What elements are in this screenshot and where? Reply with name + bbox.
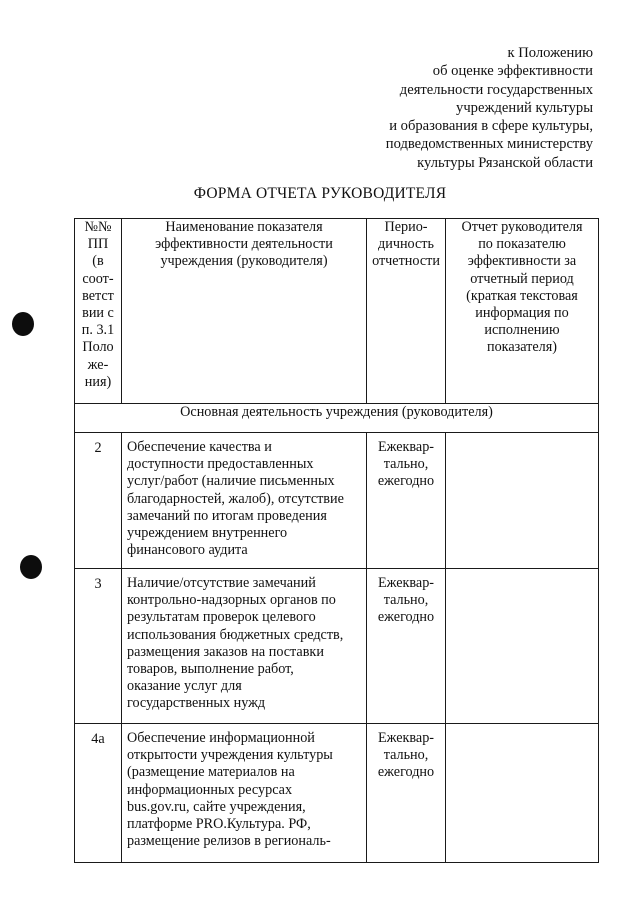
periodicity-line: ежегодно xyxy=(377,473,435,490)
appendix-note-line: подведомственных министерству xyxy=(385,136,593,153)
row-number: 4а xyxy=(75,724,122,863)
periodicity xyxy=(367,433,446,569)
header-report xyxy=(446,219,599,404)
row-number: 2 xyxy=(75,433,122,569)
table-row xyxy=(75,569,599,724)
section-title: Основная деятельность учреждения (руководителя) xyxy=(75,404,599,433)
periodicity-line: Ежеквар- xyxy=(377,439,435,455)
indicator-name-line: Обеспечение качества и xyxy=(127,439,272,455)
appendix-note-line: к Положению xyxy=(507,45,593,61)
indicator-name-line: доступности предоставленных xyxy=(127,456,314,473)
section-row xyxy=(75,404,599,433)
periodicity-line: Ежеквар- xyxy=(377,730,435,746)
header-report-line: информация по xyxy=(475,305,569,322)
appendix-note-line: культуры Рязанской области xyxy=(417,154,593,171)
header-periodicity xyxy=(367,219,446,404)
punch-hole xyxy=(12,312,34,336)
indicator-name-line: услуг/работ (наличие письменных xyxy=(127,473,335,490)
indicator-name-line: товаров, выполнение работ, xyxy=(127,661,294,678)
header-number-line: соот- xyxy=(82,270,114,287)
table-header-row xyxy=(75,219,599,404)
header-number-line: №№ xyxy=(84,219,112,235)
header-report-line: показателя) xyxy=(486,339,558,356)
periodicity-line: ежегодно xyxy=(377,609,435,626)
form-title: ФОРМА ОТЧЕТА РУКОВОДИТЕЛЯ xyxy=(193,185,447,202)
appendix-note-line: деятельности государственных xyxy=(399,81,593,98)
indicator-name-line: платформе PRO.Культура. РФ, xyxy=(127,816,311,833)
appendix-note-line: об оценке эффективности xyxy=(432,63,593,80)
indicator-name-line: bus.gov.ru, сайте учреждения, xyxy=(127,798,306,815)
indicator-name xyxy=(122,569,367,724)
header-report-line: по показателю xyxy=(478,236,566,253)
header-number-line: Поло xyxy=(82,339,114,356)
header-report-line: (краткая текстовая xyxy=(466,287,578,304)
header-number-line: (в xyxy=(92,253,104,270)
periodicity-line: ежегодно xyxy=(377,764,435,781)
header-periodicity-line: Перио- xyxy=(384,219,428,235)
header-periodicity-line: отчетности xyxy=(372,253,440,270)
appendix-note-line: учреждений культуры xyxy=(456,99,593,116)
indicator-name xyxy=(122,724,367,863)
header-number-line: вии с xyxy=(82,305,114,322)
indicator-name-line: открытости учреждения культуры xyxy=(127,747,333,764)
report-cell xyxy=(446,433,599,569)
table-row xyxy=(75,433,599,569)
periodicity xyxy=(367,569,446,724)
indicator-name-line: Наличие/отсутствие замечаний xyxy=(127,575,316,591)
indicator-name-line: замечаний по итогам проведения xyxy=(127,507,327,524)
periodicity xyxy=(367,724,446,863)
row-number: 3 xyxy=(75,569,122,724)
header-number xyxy=(75,219,122,404)
header-number-line: же- xyxy=(87,356,109,373)
indicator-name-line: информационных ресурсах xyxy=(127,781,293,798)
indicator-name-line: финансового аудита xyxy=(127,542,248,559)
header-indicator-line: Наименование показателя xyxy=(165,219,323,235)
periodicity-line: тально, xyxy=(383,456,429,473)
periodicity-line: Ежеквар- xyxy=(377,575,435,591)
header-indicator-line: эффективности деятельности xyxy=(155,236,333,253)
indicator-name-line: государственных нужд xyxy=(127,695,266,712)
appendix-note xyxy=(386,44,593,172)
header-report-line: исполнению xyxy=(484,322,560,339)
punch-hole xyxy=(20,555,42,579)
report-table xyxy=(74,218,599,863)
periodicity-line: тально, xyxy=(383,747,429,764)
header-indicator-line: учреждения (руководителя) xyxy=(160,253,328,270)
header-report-line: Отчет руководителя xyxy=(461,219,583,235)
periodicity-line: тально, xyxy=(383,592,429,609)
header-number-line: ПП xyxy=(87,236,109,253)
indicator-name-line: (размещение материалов на xyxy=(127,764,295,781)
indicator-name-line: контрольно-надзорных органов по xyxy=(127,592,336,609)
report-cell xyxy=(446,569,599,724)
header-number-line: ния) xyxy=(84,373,112,390)
table-row xyxy=(75,724,599,863)
indicator-name-line: размещения заказов на поставки xyxy=(127,643,324,660)
header-report-line: отчетный период xyxy=(470,270,574,287)
header-report-line: эффективности за xyxy=(467,253,577,270)
indicator-name-line: оказание услуг для xyxy=(127,678,242,695)
header-number-line: ветст xyxy=(82,287,114,304)
indicator-name-line: учреждением внутреннего xyxy=(127,525,288,542)
header-number-line: п. 3.1 xyxy=(81,322,115,339)
header-periodicity-line: дичность xyxy=(378,236,434,253)
header-indicator-name xyxy=(122,219,367,404)
report-cell xyxy=(446,724,599,863)
indicator-name-line: результатам проверок целевого xyxy=(127,609,316,626)
appendix-note-line: и образования в сфере культуры, xyxy=(389,118,593,135)
indicator-name-line: Обеспечение информационной xyxy=(127,730,315,746)
indicator-name-line: размещение релизов в региональ- xyxy=(127,833,331,850)
indicator-name-line: использования бюджетных средств, xyxy=(127,626,344,643)
indicator-name xyxy=(122,433,367,569)
indicator-name-line: благодарностей, жалоб), отсутствие xyxy=(127,490,344,507)
